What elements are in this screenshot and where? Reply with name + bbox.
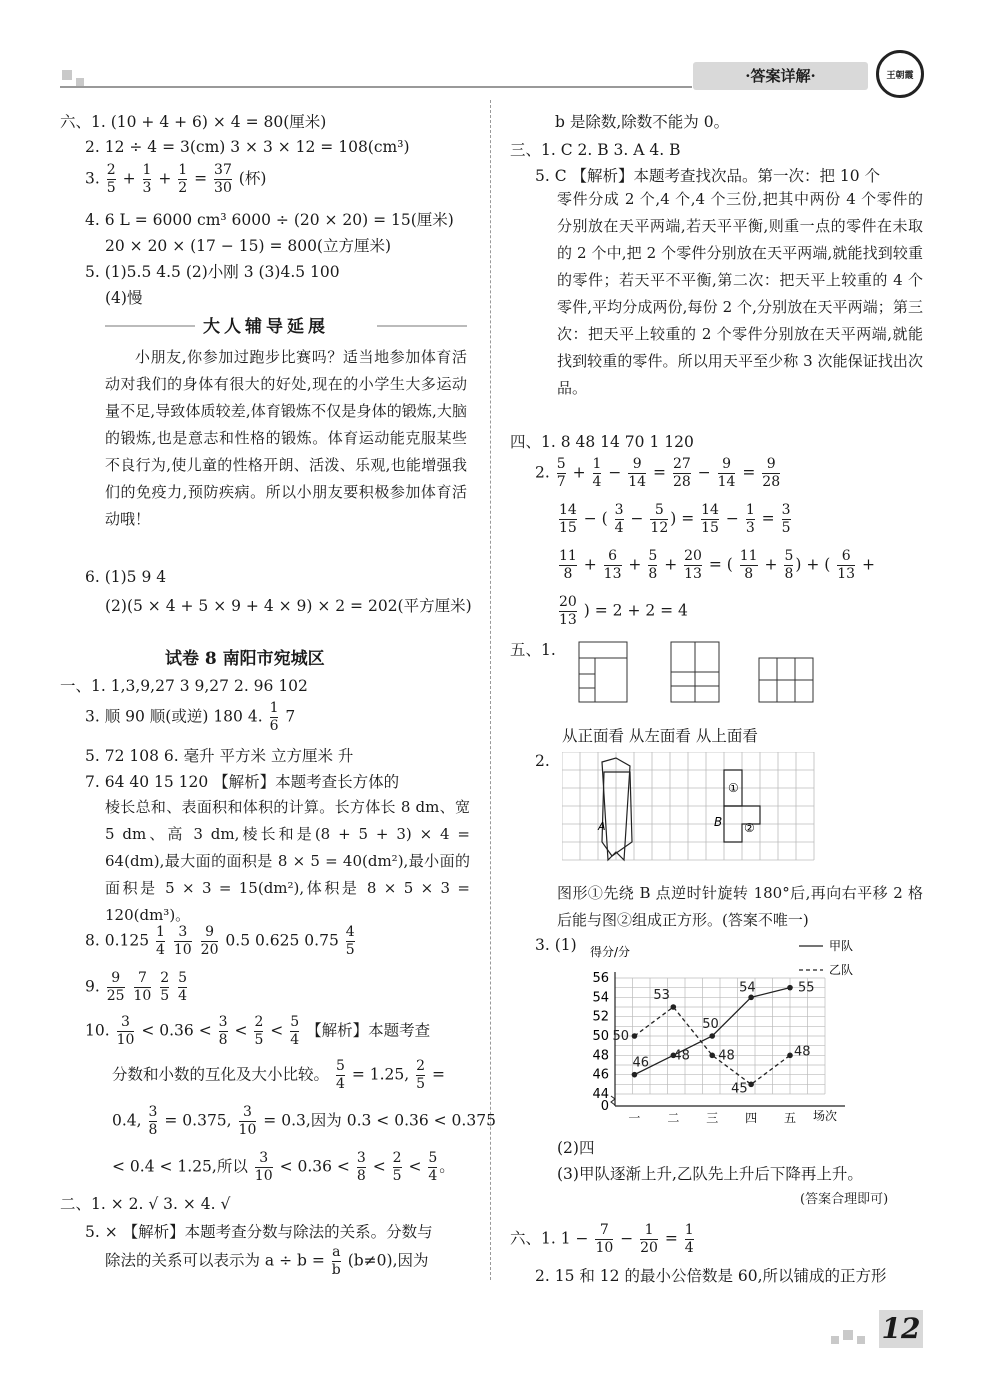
header-decoration	[76, 78, 84, 86]
fraction: $\frac{3}{10}$	[173, 924, 192, 958]
data-point	[632, 1072, 638, 1078]
answer-2-1: 二、1. × 2. √ 3. × 4. √	[60, 1195, 231, 1213]
data-point	[748, 995, 754, 1001]
answer-note: (答案合理即可)	[800, 1192, 889, 1207]
answer-3-5: 5. C 【解析】本题考查找次品。第一次：把 10 个	[535, 167, 881, 185]
answer-5-1: 五、1.	[510, 641, 556, 659]
fraction: $\frac{1}{3}$	[142, 162, 152, 196]
answer-6-2: 2. 12 ÷ 4 = 3(cm) 3 × 3 × 12 = 108(cm³)	[85, 138, 410, 156]
svg-text:A: A	[598, 820, 606, 833]
answer-5-2-text: 图形①先绕 B 点逆时针旋转 180°后,再向右平移 2 格后能与图②组成正方形。(答案不唯一)	[557, 884, 923, 929]
fraction: $\frac{7}{10}$	[595, 1222, 614, 1256]
answer-1-1: 一、1. 1,3,9,27 3 9,27 2. 96 102	[60, 677, 308, 695]
x-tick-label: 一	[628, 1111, 641, 1125]
fraction: $\frac{5}{8}$	[784, 548, 794, 582]
fraction: $\frac{2}{5}$	[160, 970, 170, 1004]
answer-6-1: 六、1. (10 + 4 + 6) × 4 = 80(厘米)	[60, 113, 327, 131]
guidance-paragraph: 小朋友,你参加过跑步比赛吗？适当地参加体育活动对我们的身体有很大的好处,现在的小学生大多运动量不足,导致体质较差,体育锻炼不仅是身体的锻炼,大脑的锻炼,也是意志和性格的锻炼。体育运动能克服某些不良行为,使儿童的性格开朗、活泼、乐观,也能增强我们的免疫力,预防疾病。所以小朋友要积极参加体育活动哦！	[105, 348, 467, 528]
answer-6-4a: 4. 6 L = 6000 cm³ 6000 ÷ (20 × 20) = 15(厘米)	[85, 211, 454, 229]
fraction: $\frac{20}{13}$	[684, 548, 702, 582]
fraction: $\frac{1}{4}$	[684, 1222, 694, 1256]
answer-2-5: 5. × 【解析】本题考查分数与除法的关系。分数与	[85, 1223, 433, 1241]
data-point	[787, 1053, 793, 1059]
y-tick-label: 46	[592, 1067, 609, 1083]
fraction: $\frac{2}{5}$	[254, 1014, 264, 1048]
answer-1-7-analysis: 棱长总和、表面积和体积的计算。长方体长 8 dm、宽 5 dm、高 3 dm,棱长和是(8 + 5 + 3) × 4 = 64(dm),最大面的面积是 8 × 5 = 40(dm²),最小面的面积是 5 × 3 = 15(dm²),体积是 8 × 5 × 3 = 120(dm³)。	[105, 798, 470, 924]
answer-3-1: 三、1. C 2. B 3. A 4. B	[510, 141, 681, 159]
fraction: $\frac{4}{5}$	[345, 924, 355, 958]
fraction: $\frac{11}{8}$	[739, 548, 758, 582]
fraction: $\frac{1}{6}$	[269, 700, 279, 734]
fraction: $\frac{11}{8}$	[559, 548, 577, 582]
answer-6-4b: 20 × 20 × (17 − 15) = 800(立方厘米)	[105, 237, 392, 255]
y-tick-label: 52	[592, 1009, 609, 1025]
fraction: $\frac{9}{20}$	[200, 924, 219, 958]
data-point	[748, 1082, 754, 1088]
answer-4-2-row4: $\frac{20}{13}$ ) = 2 + 2 = 4	[559, 594, 688, 628]
fraction: $\frac{5}{7}$	[556, 456, 566, 490]
data-point	[709, 1033, 715, 1039]
answer-2-5-line2: 除法的关系可以表示为 a ÷ b = $\frac{a}{b}$ (b≠0),因为	[105, 1244, 429, 1278]
answer-5-3-3: (3)甲队逐渐上升,乙队先上升后下降再上升。	[557, 1165, 863, 1183]
answer-1-7: 7. 64 40 15 120 【解析】本题考查长方体的	[85, 773, 400, 791]
data-point	[632, 1033, 638, 1039]
fraction: $\frac{27}{28}$	[672, 456, 691, 490]
fraction: $\frac{6}{13}$	[603, 548, 622, 582]
x-tick-label: 三	[706, 1111, 719, 1125]
fraction: $\frac{37}{30}$	[214, 162, 232, 196]
answer-4-2-row3: $\frac{11}{8}$ + $\frac{6}{13}$ + $\frac{5}{8}$ + $\frac{20}{13}$ = ( $\frac{11}{8}$ + $\frac{5}{8}$ ) + ( $\frac{6}{13}$ +	[559, 548, 875, 582]
data-label: 50	[702, 1017, 719, 1032]
answer-1-3: 3. 顺 90 顺(或逆) 180 4. $\frac{1}{6}$ 7	[85, 700, 296, 734]
fraction: $\frac{14}{15}$	[701, 502, 719, 536]
fraction: $\frac{3}{8}$	[218, 1014, 228, 1048]
fraction: $\frac{5}{8}$	[648, 548, 658, 582]
fraction: $\frac{3}{4}$	[614, 502, 624, 536]
fraction: $\frac{14}{15}$	[559, 502, 577, 536]
fraction: $\frac{5}{12}$	[650, 502, 669, 536]
fraction: $\frac{1}{4}$	[592, 456, 602, 490]
fraction: $\frac{3}{10}$	[238, 1104, 257, 1138]
fraction: $\frac{3}{8}$	[356, 1150, 366, 1184]
section-title-box	[105, 314, 467, 338]
data-label: 45	[731, 1081, 748, 1097]
fraction: $\frac{3}{10}$	[116, 1014, 135, 1048]
answer-5-3-2: (2)四	[557, 1139, 595, 1157]
fraction: $\frac{5}{4}$	[428, 1150, 438, 1184]
fraction: $\frac{9}{14}$	[628, 456, 647, 490]
fraction: $\frac{2}{5}$	[416, 1058, 426, 1092]
svg-text:①: ①	[728, 781, 739, 795]
answer-5-3: 3. (1)	[535, 936, 577, 954]
paper-title: 试卷 8 南阳市宛城区	[165, 649, 325, 669]
column-divider	[490, 100, 491, 1280]
fraction: $\frac{1}{2}$	[178, 162, 188, 196]
y-tick-label: 48	[592, 1048, 609, 1064]
answer-2-5-cont: b 是除数,除数不能为 0。	[555, 113, 730, 131]
score-line-chart	[585, 934, 925, 1129]
header-decoration	[62, 70, 72, 80]
data-label: 54	[739, 980, 756, 996]
header-rule	[60, 86, 692, 88]
fraction: $\frac{1}{4}$	[156, 924, 165, 958]
answer-1-10-line3: 0.4, $\frac{3}{8}$ = 0.375, $\frac{3}{10}$ = 0.3,因为 0.3 < 0.36 < 0.375	[112, 1104, 496, 1138]
data-label: 48	[718, 1048, 735, 1064]
y-tick-label: 56	[592, 971, 609, 986]
y-tick-label: 0	[600, 1099, 609, 1114]
svg-text:②: ②	[744, 821, 755, 835]
fraction: $\frac{5}{4}$	[178, 970, 188, 1004]
svg-text:B: B	[714, 815, 723, 829]
y-tick-label: 54	[592, 990, 609, 1006]
fraction: $\frac{9}{14}$	[717, 456, 736, 490]
answer-6-5a: 5. (1)5.5 4.5 (2)小刚 3 (3)4.5 100	[85, 263, 340, 281]
fraction: $\frac{2}{5}$	[106, 162, 116, 196]
fraction: $\frac{7}{10}$	[133, 970, 152, 1004]
section-title: 大人辅导延展	[203, 317, 329, 337]
x-tick-label: 二	[667, 1111, 680, 1125]
data-label: 48	[673, 1048, 690, 1064]
y-tick-label: 44	[592, 1087, 609, 1102]
fraction: $\frac{6}{13}$	[837, 548, 856, 582]
answer-5-2: 2.	[535, 752, 550, 770]
answer-1-8: 8. 0.125 $\frac{1}{4}$ $\frac{3}{10}$ $\frac{9}{20}$ 0.5 0.625 0.75 $\frac{4}{5}$	[85, 924, 355, 958]
data-label: 50	[612, 1029, 629, 1044]
answer-1-10: 10. $\frac{3}{10}$ < 0.36 < $\frac{3}{8}$ < $\frac{2}{5}$ < $\frac{5}{4}$ 【解析】本题考查	[85, 1014, 431, 1048]
fraction: $\frac{9}{25}$	[106, 970, 125, 1004]
fraction: $\frac{1}{20}$	[640, 1222, 658, 1256]
y-axis-label: 得分/分	[590, 945, 631, 959]
footer-decoration	[831, 1336, 839, 1344]
fraction: $\frac{5}{4}$	[335, 1058, 345, 1092]
footer-decoration	[857, 1336, 865, 1344]
answer-6-5b: (4)慢	[105, 289, 143, 307]
answer-6-6b: (2)(5 × 4 + 5 × 9 + 4 × 9) × 2 = 202(平方厘米)	[105, 597, 472, 615]
header-tab: ·答案详解·	[693, 62, 868, 90]
answer-6-3: 3. $\frac{2}{5}$ + $\frac{1}{3}$ + $\frac{1}{2}$ = $\frac{37}{30}$ (杯)	[85, 162, 267, 196]
fraction: $\frac{9}{28}$	[762, 456, 781, 490]
grid-figure	[562, 752, 822, 872]
fraction: $\frac{2}{5}$	[392, 1150, 402, 1184]
x-tick-label: 五	[783, 1111, 797, 1125]
answer-1-9: 9. $\frac{9}{25}$ $\frac{7}{10}$ $\frac{2}{5}$ $\frac{5}{4}$	[85, 970, 188, 1004]
answer-6-6a: 6. (1)5 9 4	[85, 568, 167, 586]
data-point	[787, 985, 793, 991]
fraction: $\frac{20}{13}$	[559, 594, 577, 628]
data-label: 55	[798, 980, 815, 996]
legend-label: 甲队	[829, 939, 854, 953]
footer-decoration	[843, 1330, 853, 1340]
answer-4-1: 四、1. 8 48 14 70 1 120	[510, 433, 694, 451]
data-label: 53	[653, 988, 670, 1003]
x-tick-label: 四	[745, 1111, 758, 1125]
data-label: 46	[632, 1055, 649, 1071]
fraction: $\frac{3}{10}$	[254, 1150, 273, 1184]
answer-1-10-line4: < 0.4 < 1.25,所以 $\frac{3}{10}$ < 0.36 < $\frac{3}{8}$ < $\frac{2}{5}$ < $\frac{5}{4}$ 。	[112, 1150, 455, 1184]
fraction: $\frac{3}{8}$	[148, 1104, 158, 1138]
fraction: $\frac{1}{3}$	[745, 502, 755, 536]
data-point	[709, 1053, 715, 1059]
x-axis-label: 场次	[813, 1109, 838, 1123]
fraction: $\frac{3}{5}$	[781, 502, 791, 536]
answer-4-2-row2: $\frac{14}{15}$ − ( $\frac{3}{4}$ − $\frac{5}{12}$ ) = $\frac{14}{15}$ − $\frac{1}{3}$ = $\frac{3}{5}$	[559, 502, 791, 536]
legend-label: 乙队	[829, 963, 854, 977]
data-point	[671, 1004, 677, 1010]
answer-3-5-analysis: 零件分成 2 个,4 个,4 个三份,把其中两份 4 个零件的分别放在天平两端,若天平平衡,则重一点的零件在未取的 2 个中,把 2 个零件分别放在天平两端,就能找到较重的零件；若天平不平衡,第二次：把天平上较重的 4 个零件,平均分成两份,每份 2 个,分别放在天平两端；第三次：把天平上较重的 2 个零件分别放在天平两端,就能找到较重的零件。所以用天平至少称 3 次能保证找出次品。	[557, 190, 923, 397]
data-label: 48	[794, 1044, 811, 1060]
three-views-figure	[555, 636, 845, 716]
answer-6-1-right: 六、1. 1 − $\frac{7}{10}$ − $\frac{1}{20}$ = $\frac{1}{4}$	[510, 1222, 694, 1256]
y-tick-label: 50	[592, 1029, 609, 1044]
answer-4-2: 2. $\frac{5}{7}$ + $\frac{1}{4}$ − $\frac{9}{14}$ = $\frac{27}{28}$ − $\frac{9}{14}$ = $\frac{9}{28}$	[535, 456, 781, 490]
publisher-logo: 王朝霞	[876, 50, 924, 98]
fraction: $\frac{5}{4}$	[290, 1014, 300, 1048]
answer-6-2-right: 2. 15 和 12 的最小公倍数是 60,所以铺成的正方形	[535, 1267, 887, 1285]
page-number: 12	[879, 1310, 923, 1348]
view-labels: 从正面看 从左面看 从上面看	[562, 727, 758, 745]
answer-1-10-line2: 分数和小数的互化及大小比较。 $\frac{5}{4}$ = 1.25, $\frac{2}{5}$ =	[112, 1058, 445, 1092]
fraction: $\frac{a}{b}$	[331, 1244, 341, 1278]
answer-1-5: 5. 72 108 6. 毫升 平方米 立方厘米 升	[85, 747, 354, 765]
